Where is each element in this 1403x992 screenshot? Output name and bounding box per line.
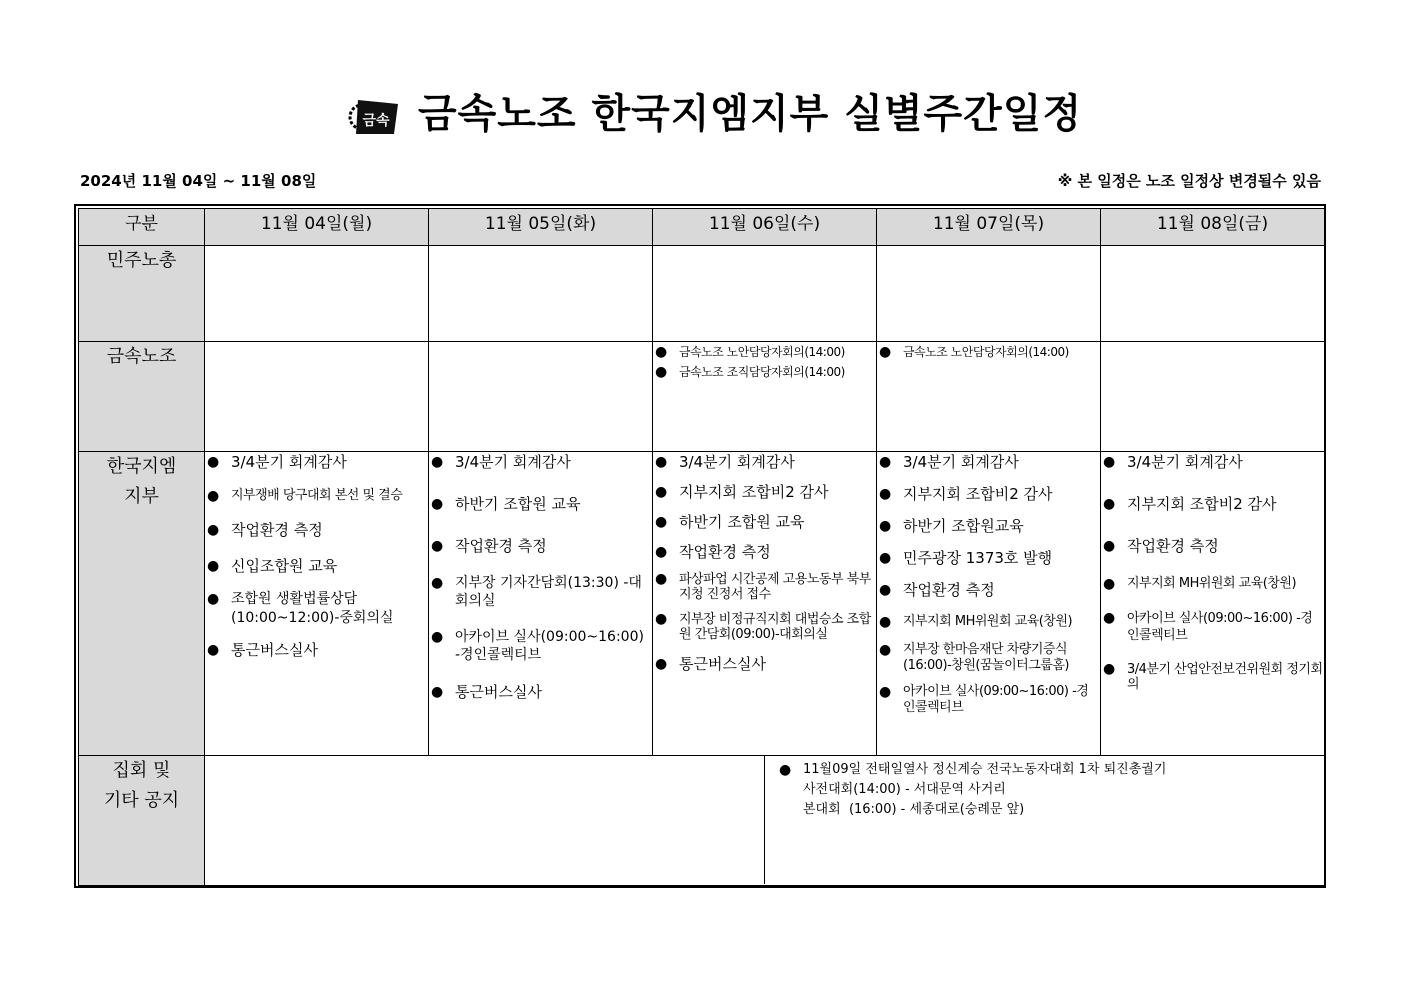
rally-notice-main: 11월09일 전태일열사 정신계승 전국노동자대회 1차 퇴진총궐기 <box>803 762 1167 777</box>
cell-minju-fri <box>1101 246 1325 342</box>
list-item: ● 지부지회 조합비2 감사 <box>877 484 1100 504</box>
list-item: ● 지부지회 조합비2 감사 <box>653 482 876 502</box>
list-item: ● 조합원 생활법률상담 (10:00~12:00)-중회의실 <box>205 590 428 628</box>
row-label-gm-line2: 지부 <box>124 486 159 507</box>
list-item: ● 작업환경 측정 <box>1101 536 1324 556</box>
rally-notice-main-event: 본대회 (16:00) - 세종대로(숭례문 앞) <box>803 802 1025 817</box>
list-item: ● 신입조합원 교육 <box>205 556 428 576</box>
cell-gm-wed <box>653 452 877 756</box>
list-item: ● 작업환경 측정 <box>653 542 876 562</box>
list-item: ● 하반기 조합원 교육 <box>429 494 652 514</box>
union-logo-icon <box>348 94 400 140</box>
title-area <box>0 88 1403 144</box>
date-range: 2024년 11월 04일 ~ 11월 08일 <box>80 172 317 190</box>
col-header-tue: 11월 05일(화) <box>429 209 653 246</box>
list-item: ● 아카이브 실사(09:00~16:00) -경인콜렉티브 <box>429 628 652 664</box>
row-rally <box>79 756 1325 886</box>
list-item: ● 하반기 조합원교육 <box>877 516 1100 536</box>
list-item: ● 지부장 비정규직지회 대법승소 조합원 간담회(09:00)-대회의실 <box>653 612 876 642</box>
row-label-rally-line1: 집회 및 <box>112 760 171 781</box>
list-item: ● 통근버스실사 <box>205 640 428 660</box>
cell-minju-thu <box>877 246 1101 342</box>
list-item: ● 지부장 한마음재단 차량기증식 (16:00)-창원(꿈놀이터그룹홈) <box>877 642 1100 674</box>
list-item: ● 작업환경 측정 <box>205 520 428 540</box>
row-label-gm <box>79 452 205 756</box>
page-title: 금속노조 한국지엠지부 실별주간일정 <box>418 91 1083 137</box>
list-item: ● 지부지회 조합비2 감사 <box>1101 494 1324 514</box>
row-minju <box>79 246 1325 342</box>
list-item: ● 통근버스실사 <box>653 654 876 674</box>
cell-geumsok-fri <box>1101 342 1325 452</box>
col-header-wed: 11월 06일(수) <box>653 209 877 246</box>
cell-geumsok-mon <box>205 342 429 452</box>
list-item: ● 지부지회 MH위원회 교육(창원) <box>877 612 1100 632</box>
cell-gm-tue <box>429 452 653 756</box>
rally-notice <box>765 756 1174 884</box>
list-item: ● 3/4분기 회계감사 <box>205 452 428 472</box>
row-label-geumsok: 금속노조 <box>79 342 205 452</box>
list-item <box>777 760 1166 820</box>
list-item: ● 3/4분기 산업안전보건위원회 정기회의 <box>1101 662 1324 692</box>
rally-notice-pre: 사전대회(14:00) - 서대문역 사거리 <box>803 782 1006 797</box>
row-label-minju: 민주노총 <box>79 246 205 342</box>
list-item: ● 하반기 조합원 교육 <box>653 512 876 532</box>
cell-geumsok-tue <box>429 342 653 452</box>
row-label-rally-line2: 기타 공지 <box>103 790 180 811</box>
list-item: ● 금속노조 노안담당자회의(14:00) <box>877 344 1100 360</box>
cell-gm-fri <box>1101 452 1325 756</box>
cell-geumsok-wed <box>653 342 877 452</box>
cell-geumsok-thu <box>877 342 1101 452</box>
list-item: ● 3/4분기 회계감사 <box>877 452 1100 472</box>
list-item: ● 3/4분기 회계감사 <box>429 452 652 472</box>
list-item: ● 지부쟁배 당구대회 본선 및 결승 <box>205 486 428 506</box>
list-item: ● 아카이브 실사(09:00~16:00) -경인콜렉티브 <box>1101 610 1324 644</box>
list-item: ● 3/4분기 회계감사 <box>653 452 876 472</box>
list-item: ● 민주광장 1373호 발행 <box>877 548 1100 568</box>
cell-minju-wed <box>653 246 877 342</box>
list-item: ● 금속노조 조직담당자회의(14:00) <box>653 364 876 380</box>
col-header-category: 구분 <box>79 209 205 246</box>
list-item: ● 지부장 기자간담회(13:30) -대회의실 <box>429 574 652 610</box>
cell-minju-tue <box>429 246 653 342</box>
list-item: ● 통근버스실사 <box>429 682 652 702</box>
list-item: ● 작업환경 측정 <box>429 536 652 556</box>
row-geumsok <box>79 342 1325 452</box>
col-header-thu: 11월 07일(목) <box>877 209 1101 246</box>
list-item: ● 지부지회 MH위원회 교육(창원) <box>1101 574 1324 594</box>
rally-left-blank <box>205 756 765 884</box>
col-header-fri: 11월 08일(금) <box>1101 209 1325 246</box>
list-item: ● 금속노조 노안담당자회의(14:00) <box>653 344 876 360</box>
list-item: ● 3/4분기 회계감사 <box>1101 452 1324 472</box>
list-item: ● 파상파업 시간공제 고용노동부 북부지청 진정서 접수 <box>653 572 876 602</box>
header-row <box>79 209 1325 246</box>
row-gm <box>79 452 1325 756</box>
cell-rally <box>205 756 1325 886</box>
row-label-rally <box>79 756 205 886</box>
schedule-notice: ※ 본 일정은 노조 일정상 변경될수 있음 <box>1057 172 1321 190</box>
svg-text:금속: 금속 <box>362 113 390 129</box>
schedule-table <box>78 208 1325 886</box>
cell-gm-thu <box>877 452 1101 756</box>
list-item: ● 아카이브 실사(09:00~16:00) -경인콜렉티브 <box>877 684 1100 716</box>
col-header-mon: 11월 04일(월) <box>205 209 429 246</box>
row-label-gm-line1: 한국지엠 <box>106 456 177 477</box>
cell-minju-mon <box>205 246 429 342</box>
list-item: ● 작업환경 측정 <box>877 580 1100 600</box>
cell-gm-mon <box>205 452 429 756</box>
